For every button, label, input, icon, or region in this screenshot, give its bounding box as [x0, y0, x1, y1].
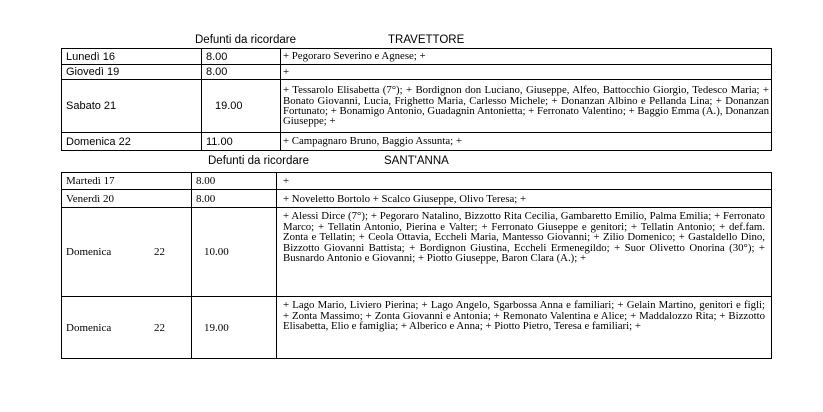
names-cell: + Alessi Dirce (7°); + Pegoraro Natalino, Bizzotto Rita Cecilia, Gambaretto Emilio, Palma Emilia; + Ferronato Marco; + Tellatin Antonio, Pierina e Valter; + Ferronato Giuseppe e genitori; + Tellatin Antonio; + def.fam. Zonta e Tellatin; + Ceola Ottavia, Eccheli Maria, Mantesso Giovanni; + Zilio Domenico; + Gastaldello Dino, Bizzotto Giovanni Battista; + Bordignon Giustina, Eccheli Ermenegildo; + Suor Olivetto Onorina (30°); + Busnardo Antonio e Giovanni; + Piotto Giuseppe, Baron Clara (A.); + [277, 208, 772, 297]
table-row [62, 65, 772, 80]
table-row [62, 190, 772, 208]
names-cell: + Pegoraro Severino e Agnese; + [281, 49, 772, 65]
table-row [62, 80, 772, 133]
table-row [62, 173, 772, 190]
table-row [62, 133, 772, 151]
location-label: SANT'ANNA [384, 155, 449, 167]
time-cell: 11.00 [202, 133, 281, 151]
names-cell: + Noveletto Bortolo + Scalco Giuseppe, Olivo Teresa; + [277, 190, 772, 208]
santanna-heading [208, 155, 449, 167]
day-cell: Domenica 22 [62, 297, 192, 359]
day-cell: Sabato 21 [62, 80, 202, 133]
names-cell: + [281, 65, 772, 80]
table-row [62, 208, 772, 297]
travettore-table [61, 48, 772, 151]
day-cell: Giovedì 19 [62, 65, 202, 80]
time-cell: 8.00 [202, 65, 281, 80]
day-cell: Domenica 22 [62, 133, 202, 151]
names-cell: + [277, 173, 772, 190]
time-cell: 19.00 [202, 80, 281, 133]
day-cell: Martedì 17 [62, 173, 192, 190]
names-cell: + Tessarolo Elisabetta (7°); + Bordignon don Luciano, Giuseppe, Alfeo, Battocchio Giorgio, Tedesco Maria; + Bonato Giovanni, Lucia, Frighetto Maria, Carlesso Michele; + Donanzan Albino e Pellanda Lina; + Donanzan Fortunato; + Bonamigo Antonio, Guadagnin Antonietta; + Ferronato Valentino; + Baggio Emma (A.), Donanzan Giuseppe; + [281, 80, 772, 133]
names-cell: + Campagnaro Bruno, Baggio Assunta; + [281, 133, 772, 151]
day-cell: Lunedì 16 [62, 49, 202, 65]
time-cell: 8.00 [192, 173, 277, 190]
day-cell: Domenica 22 [62, 208, 192, 297]
table-row [62, 297, 772, 359]
location-label: TRAVETTORE [388, 34, 465, 46]
names-cell: + Lago Mario, Liviero Pierina; + Lago Angelo, Sgarbossa Anna e familiari; + Gelain Martino, genitori e figli; + Zonta Massimo; + Zonta Giovanni e Antonia; + Remonato Valentina e Alice; + Maddalozzo Rita; + Bizzotto Elisabetta, Elio e famiglia; + Alberico e Anna; + Piotto Pietro, Teresa e familiari; + [277, 297, 772, 359]
time-cell: 19.00 [192, 297, 277, 359]
travettore-heading [195, 34, 464, 46]
heading-label: Defunti da ricordare [208, 155, 309, 167]
santanna-table [61, 172, 772, 359]
table-row [62, 49, 772, 65]
time-cell: 8.00 [202, 49, 281, 65]
time-cell: 10.00 [192, 208, 277, 297]
time-cell: 8.00 [192, 190, 277, 208]
heading-label: Defunti da ricordare [195, 34, 296, 46]
day-cell: Venerdì 20 [62, 190, 192, 208]
